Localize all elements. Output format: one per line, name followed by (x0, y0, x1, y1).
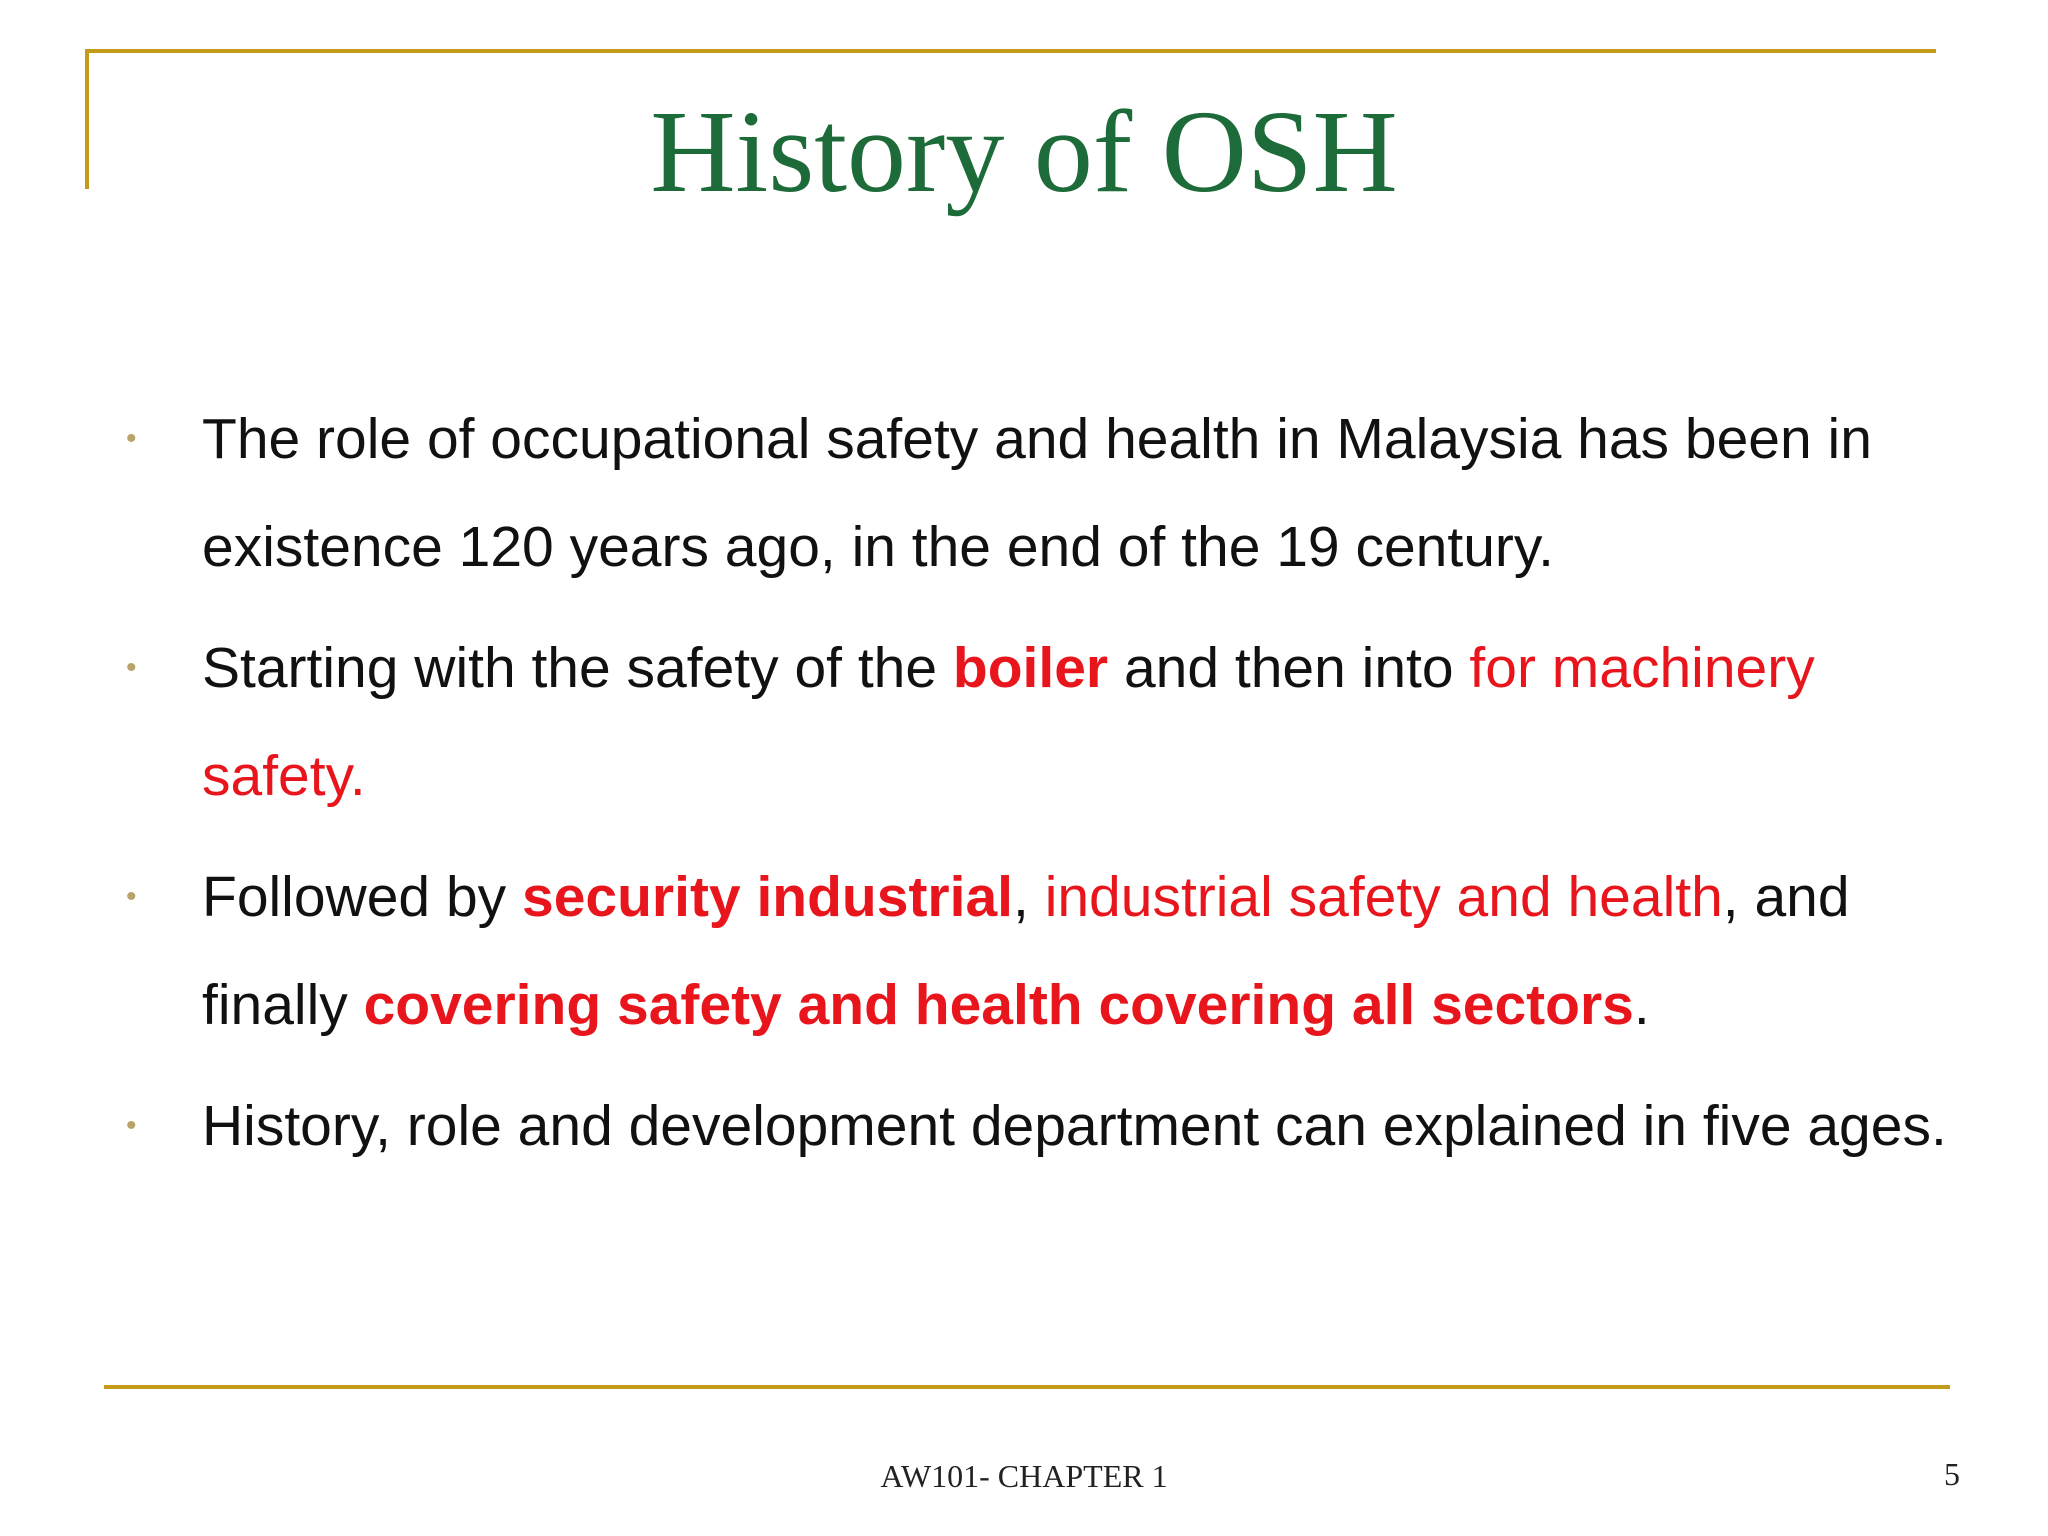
bullet-icon: • (126, 1109, 137, 1142)
bullet-text: and then into (1108, 636, 1470, 700)
highlight-text: industrial safety and health (1044, 865, 1723, 929)
footer-text: AW101- CHAPTER 1 (880, 1458, 1168, 1494)
footer-rule (104, 1385, 1950, 1389)
bullet-text: , (1013, 865, 1045, 929)
bullet-item-1 (120, 385, 1970, 601)
bullet-text: Starting with the safety of the (202, 636, 953, 700)
bullet-text: The role of occupational safety and health in Malaysia has been in existence 120 years ago, in the end of the 19 century. (202, 407, 1872, 579)
highlight-text: for machinery safety. (202, 636, 1815, 808)
bullet-text: , and finally (202, 865, 1850, 1037)
bullet-icon: • (126, 651, 137, 684)
highlight-text: boiler (952, 636, 1109, 700)
highlight-text: covering safety and health covering all sectors (363, 973, 1634, 1037)
bullet-item-2 (120, 614, 1970, 830)
bullet-text: History, role and development department can explained in five ages. (202, 1094, 1947, 1158)
bullet-text: . (1633, 973, 1650, 1037)
bullet-text: Followed by (202, 865, 522, 929)
page-number: 5 (1944, 1456, 1960, 1492)
bullet-icon: • (126, 422, 137, 455)
top-border-rule (85, 49, 1936, 53)
bullet-list (120, 385, 1970, 1193)
bullet-icon: • (126, 880, 137, 913)
slide-title: History of OSH (650, 86, 1398, 217)
bullet-item-4 (120, 1072, 1970, 1180)
bullet-item-3 (120, 843, 1970, 1059)
highlight-text: security industrial (522, 865, 1013, 929)
